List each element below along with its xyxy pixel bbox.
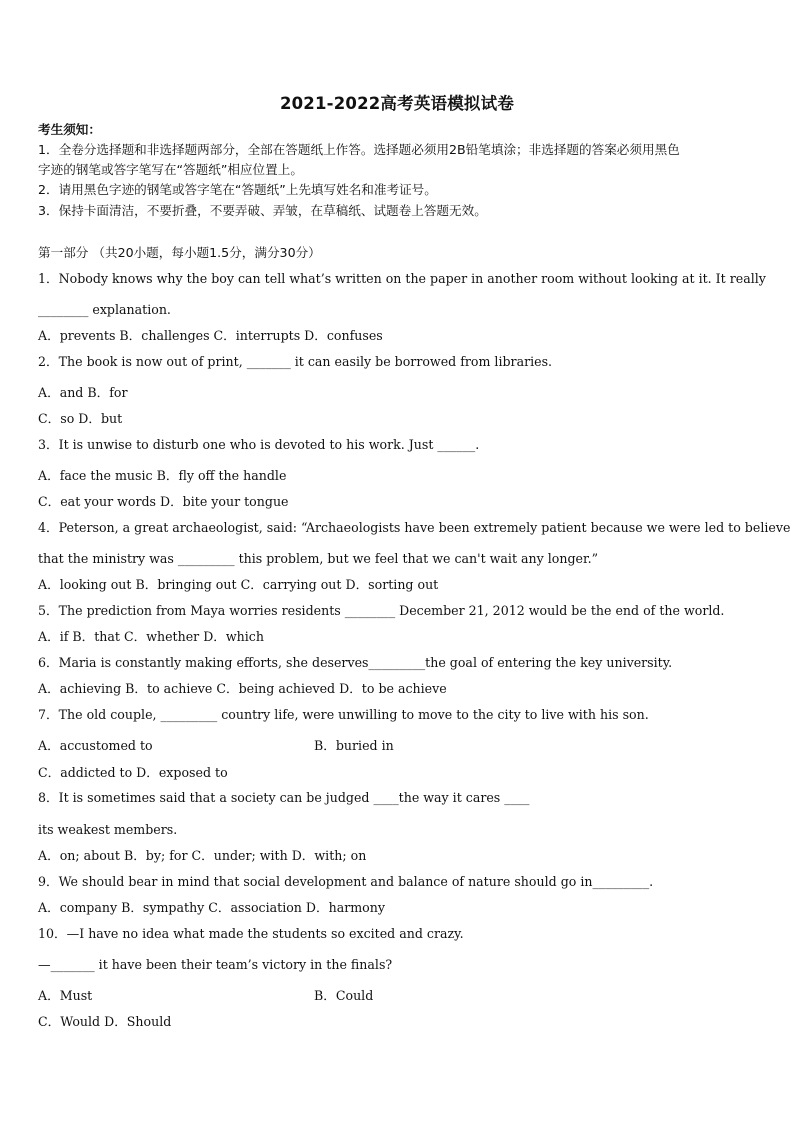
question-options: A．looking out B．bringing out C．carrying out D．sorting out bbox=[38, 577, 439, 592]
question-stem: 6．Maria is constantly making efforts, she deserves_________the goal of entering the key university. bbox=[38, 655, 673, 670]
question-options: C．so D．but bbox=[38, 411, 123, 426]
question-options: C．Would D．Should bbox=[38, 1014, 172, 1029]
question-options: A．Must bbox=[38, 988, 93, 1003]
question-options: C．eat your words D．bite your tongue bbox=[38, 494, 289, 509]
question-stem: 8．It is sometimes said that a society can be judged ____the way it cares ____ bbox=[38, 790, 530, 805]
question-stem: 10．—I have no idea what made the students so excited and crazy. bbox=[38, 926, 464, 941]
question-stem: 4．Peterson, a great archaeologist, said: “Archaeologists have been extremely patient because we were led to believe bbox=[38, 520, 791, 535]
question-stem: 1．Nobody knows why the boy can tell what’s written on the paper in another room without looking at it. It really bbox=[38, 271, 766, 286]
question-options: C．addicted to D．exposed to bbox=[38, 765, 228, 780]
question-options: A．company B．sympathy C．association D．harmony bbox=[38, 900, 385, 915]
question-options: A．and B．for bbox=[38, 385, 128, 400]
question-stem: its weakest members. bbox=[38, 822, 178, 837]
question-options: A．on; about B．by; for C．under; with D．with; on bbox=[38, 848, 367, 863]
question-options: A．if B．that C．whether D．which bbox=[38, 629, 264, 644]
question-options: A．prevents B．challenges C．interrupts D．confuses bbox=[38, 328, 383, 343]
question-stem: 3．It is unwise to disturb one who is devoted to his work. Just ______. bbox=[38, 437, 480, 452]
notice-line: 2．请用黑色字迹的钢笔或答字笔在“答题纸”上先填写姓名和准考证号。 bbox=[38, 182, 437, 197]
question-stem: 9．We should bear in mind that social development and balance of nature should go in_________. bbox=[38, 874, 654, 889]
question-stem: 5．The prediction from Maya worries residents ________ December 21, 2012 would be the end of the world. bbox=[38, 603, 725, 618]
question-options: A．achieving B．to achieve C．being achieved D．to be achieve bbox=[38, 681, 447, 696]
question-options: A．accustomed to bbox=[38, 738, 153, 753]
notice-line: 字迹的钢笔或答字笔写在“答题纸”相应位置上。 bbox=[38, 162, 303, 177]
question-stem: ________ explanation. bbox=[38, 302, 171, 317]
question-stem: 2．The book is now out of print, _______ it can easily be borrowed from libraries. bbox=[38, 354, 553, 369]
page-title: 2021-2022高考英语模拟试卷 bbox=[279, 94, 515, 113]
question-options: A．face the music B．fly off the handle bbox=[38, 468, 287, 483]
section-heading: 第一部分 （共20小题，每小题1.5分，满分30分） bbox=[38, 245, 321, 260]
question-stem: —_______ it have been their team’s victory in the finals? bbox=[38, 957, 393, 972]
notice-line: 1．全卷分选择题和非选择题两部分，全部在答题纸上作答。选择题必须用2B铅笔填涂；非选择题的答案必须用黑色 bbox=[38, 142, 680, 157]
notice-line: 3．保持卡面清洁，不要折叠，不要弄破、弄皱，在草稿纸、试题卷上答题无效。 bbox=[38, 203, 487, 218]
question-options: B．Could bbox=[314, 988, 374, 1003]
question-stem: 7．The old couple, _________ country life, were unwilling to move to the city to live with his son. bbox=[38, 707, 649, 722]
notice-heading: 考生须知： bbox=[38, 122, 101, 137]
question-options: B．buried in bbox=[314, 738, 394, 753]
question-stem: that the ministry was _________ this problem, but we feel that we can't wait any longer.” bbox=[38, 551, 599, 566]
